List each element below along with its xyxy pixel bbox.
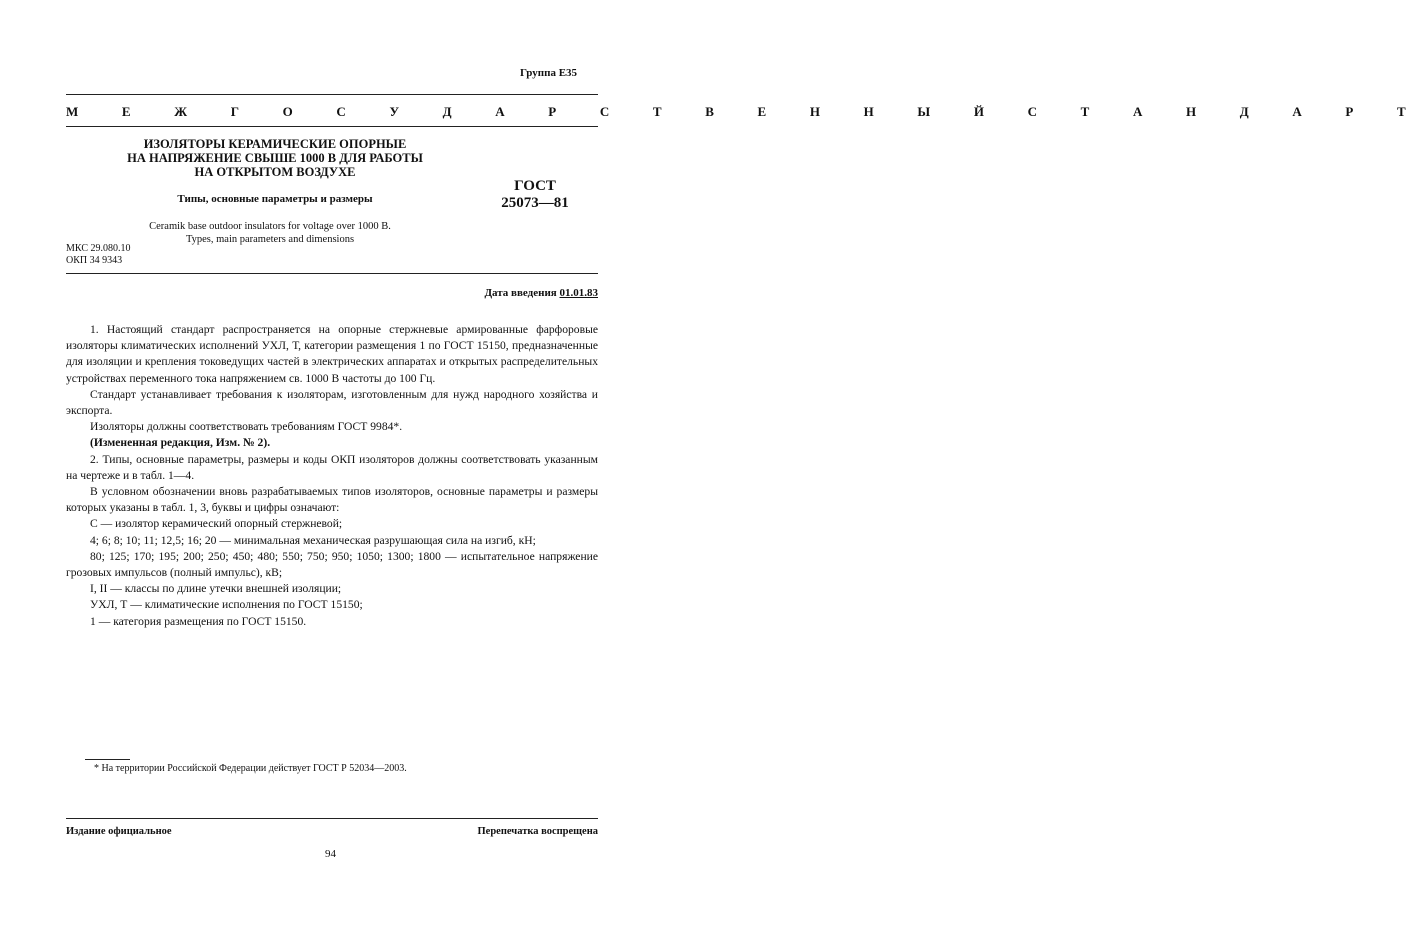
codes-rule bbox=[66, 273, 598, 274]
gost-label: ГОСТ bbox=[514, 178, 556, 194]
reprint-prohibited-label: Перепечатка воспрещена bbox=[477, 826, 598, 837]
english-title-line-1: Ceramik base outdoor insulators for voltage over 1000 В. bbox=[149, 221, 391, 232]
page-number: 94 bbox=[325, 848, 336, 860]
title-line-1: ИЗОЛЯТОРЫ КЕРАМИЧЕСКИЕ ОПОРНЫЕ bbox=[143, 137, 407, 151]
footnote-separator bbox=[85, 759, 130, 760]
english-title-line-2: Types, main parameters and dimensions bbox=[185, 234, 355, 245]
paragraph-5: 2. Типы, основные параметры, размеры и коды ОКП изоляторов должны соответствовать указанным на чертеже и в табл. 1—4. bbox=[66, 452, 598, 482]
title-line-3: НА ОТКРЫТОМ ВОЗДУХЕ bbox=[194, 165, 356, 179]
paragraph-2: Стандарт устанавливает требования к изоляторам, изготовленным для нужд народного хозяйства и экспорта. bbox=[66, 387, 598, 418]
document-subtitle: Типы, основные параметры и размеры bbox=[177, 193, 373, 205]
mks-code: МКС 29.080.10 bbox=[66, 243, 131, 254]
paragraph-6: В условном обозначении вновь разрабатываемых типов изоляторов, основные параметры и размеры которых указаны в табл. 1, 3, буквы и цифры означают: bbox=[66, 485, 598, 515]
intro-date-label: Дата введения bbox=[484, 287, 557, 299]
paragraph-7: С — изолятор керамический опорный стержневой; bbox=[90, 517, 343, 531]
title-line-2: НА НАПРЯЖЕНИЕ СВЫШЕ 1000 В ДЛЯ РАБОТЫ bbox=[127, 151, 423, 165]
gost-number: 25073—81 bbox=[501, 195, 569, 211]
classification-codes bbox=[66, 243, 130, 267]
official-edition-label: Издание официальное bbox=[66, 826, 172, 837]
intro-date-value: 01.01.83 bbox=[559, 287, 598, 299]
introduction-date bbox=[484, 287, 598, 299]
okp-code: ОКП 34 9343 bbox=[66, 255, 123, 266]
footer-rule bbox=[66, 818, 598, 819]
paragraph-8: 4; 6; 8; 10; 11; 12,5; 16; 20 — минимальная механическая разрушающая сила на изгиб, кН; bbox=[90, 533, 536, 547]
english-title bbox=[120, 220, 420, 246]
paragraph-10: I, II — классы по длине утечки внешней изоляции; bbox=[90, 582, 342, 596]
paragraph-9: 80; 125; 170; 195; 200; 250; 450; 480; 550; 750; 950; 1050; 1300; 1800 — испытательное напряжение грозовых импульсов (полный импульс), кВ; bbox=[66, 549, 598, 580]
document-title bbox=[110, 137, 440, 179]
paragraph-11: УХЛ, Т — климатические исполнения по ГОСТ 15150; bbox=[90, 598, 363, 612]
paragraph-12: 1 — категория размещения по ГОСТ 15150. bbox=[90, 614, 307, 628]
amendment-note: (Измененная редакция, Изм. № 2). bbox=[90, 436, 271, 450]
header-rule bbox=[66, 126, 598, 127]
gost-designation bbox=[490, 178, 580, 212]
footnote: * На территории Российской Федерации действует ГОСТ Р 52034—2003. bbox=[94, 763, 407, 774]
top-rule bbox=[66, 94, 598, 95]
paragraph-3: Изоляторы должны соответствовать требованиям ГОСТ 9984*. bbox=[90, 420, 403, 434]
paragraph-1: 1. Настоящий стандарт распространяется на опорные стержневые армированные фарфоровые изоляторы климатических исполнений УХЛ, Т, категории размещения 1 по ГОСТ 15150, предназначенные для изоляции и крепления токоведущих частей в электрических аппаратах и открытых распределительных устройствах переменного тока напряжением св. 1000 В частоты до 100 Гц. bbox=[66, 323, 598, 385]
standard-type-heading: М Е Ж Г О С У Д А Р С Т В Е Н Н Ы Й С Т А Н Д А Р Т bbox=[66, 104, 1419, 119]
group-code: Группа Е35 bbox=[520, 67, 578, 79]
body-text bbox=[66, 322, 598, 630]
